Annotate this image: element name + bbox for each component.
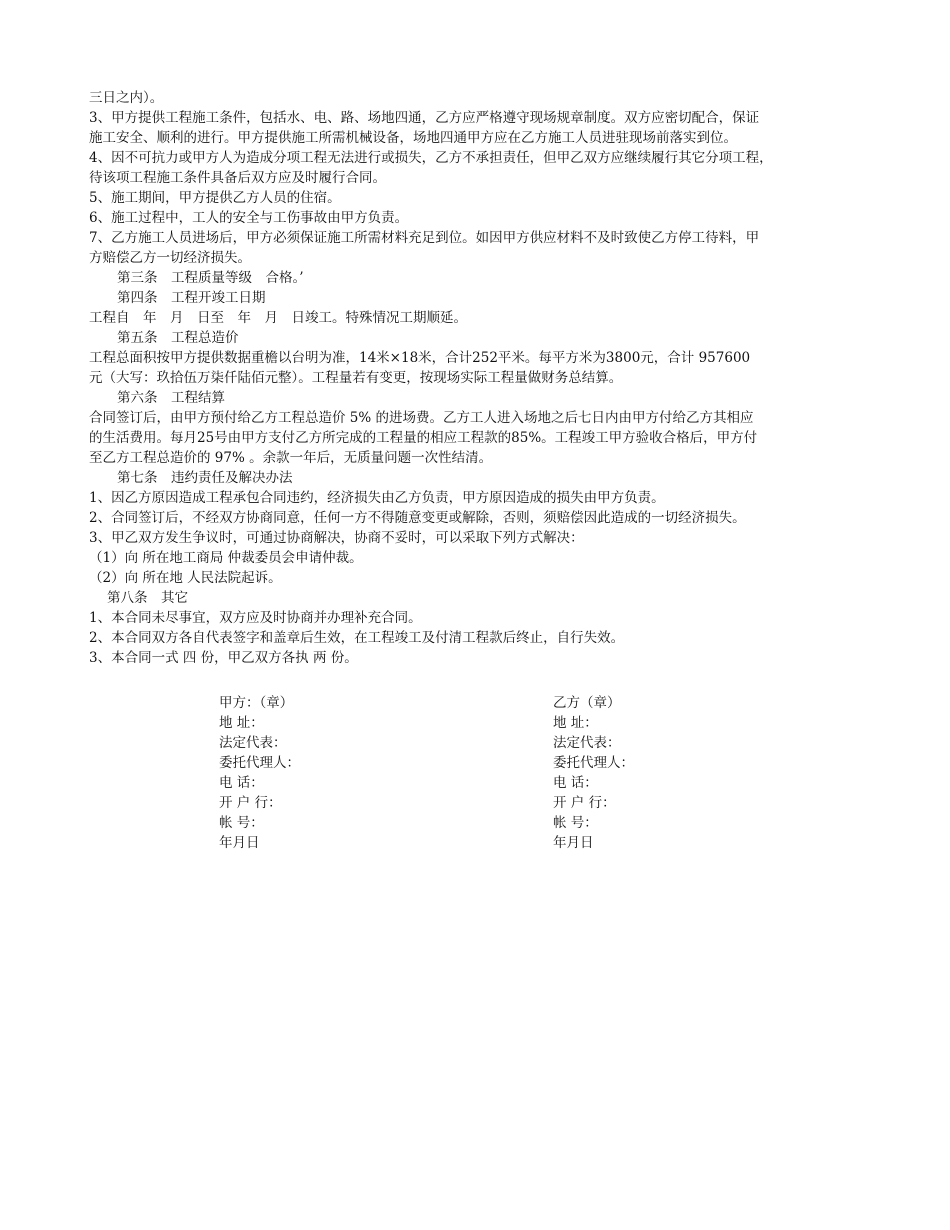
section-heading-3: 第三条 工程质量等级 合格。’ xyxy=(117,270,304,286)
text-line: 元（大写：玖拾伍万柒仟陆佰元整）。工程量若有变更，按现场实际工程量做财务总结算。 xyxy=(89,370,623,386)
section-heading-6: 第六条 工程结算 xyxy=(117,390,225,406)
party-a-date-label: 年月日 xyxy=(219,835,260,851)
party-a-address-label: 地 址： xyxy=(219,715,264,731)
section-heading-8: 第八条 其它 xyxy=(107,590,188,606)
party-b-seal-label: 乙方（章） xyxy=(553,695,621,711)
party-b-date-label: 年月日 xyxy=(553,835,594,851)
text-line: 三日之内）。 xyxy=(89,90,164,106)
text-line: 施工安全、顺利的进行。甲方提供施工所需机械设备，场地四通甲方应在乙方施工人员进驻现场前落实到位。 xyxy=(89,130,737,146)
party-a-legal-rep-label: 法定代表： xyxy=(219,735,287,751)
contract-body xyxy=(89,88,864,668)
text-line: （1）向 所在地工商局 仲裁委员会申请仲裁。 xyxy=(89,550,363,566)
section-heading-4: 第四条 工程开竣工日期 xyxy=(117,290,266,306)
party-a-agent-label: 委托代理人： xyxy=(219,755,300,771)
party-a-phone-label: 电 话： xyxy=(219,775,264,791)
section-heading-5: 第五条 工程总造价 xyxy=(117,330,239,346)
text-line: 1、本合同未尽事宜，双方应及时协商并办理补充合同。 xyxy=(89,610,422,626)
text-line: 工程总面积按甲方提供数据重檐以台明为准，14米×18米，合计252平米。每平方米为3800元，合计 957600 xyxy=(89,350,751,366)
text-line: 方赔偿乙方一切经济损失。 xyxy=(89,250,251,266)
text-line: 至乙方工程总造价的 97% 。余款一年后，无质量问题一次性结清。 xyxy=(89,450,493,466)
party-a-bank-label: 开 户 行： xyxy=(219,795,282,811)
party-b-bank-label: 开 户 行： xyxy=(553,795,616,811)
text-line: 5、施工期间，甲方提供乙方人员的住宿。 xyxy=(89,190,341,206)
text-line: 1、因乙方原因造成工程承包合同违约，经济损失由乙方负责，甲方原因造成的损失由甲方负责。 xyxy=(89,490,665,506)
text-line: 3、甲乙双方发生争议时，可通过协商解决，协商不妥时，可以采取下列方式解决： xyxy=(89,530,584,546)
text-line: 3、甲方提供工程施工条件，包括水、电、路、场地四通，乙方应严格遵守现场规章制度。双方应密切配合，保证 xyxy=(89,110,760,126)
text-line: 的生活费用。每月25号由甲方支付乙方所完成的工程量的相应工程款的85%。工程竣工甲方验收合格后，甲方付 xyxy=(89,430,758,446)
text-line: 4、因不可抗力或甲方人为造成分项工程无法进行或损失，乙方不承担责任，但甲乙双方应继续履行其它分项工程， xyxy=(89,150,773,166)
party-a-seal-label: 甲方：（章） xyxy=(219,695,294,711)
text-line: 7、乙方施工人员进场后，甲方必须保证施工所需材料充足到位。如因甲方供应材料不及时致使乙方停工待料，甲 xyxy=(89,230,760,246)
party-b-account-label: 帐 号： xyxy=(553,815,598,831)
text-line: 3、本合同一式 四 份，甲乙双方各执 两 份。 xyxy=(89,650,358,666)
party-b-address-label: 地 址： xyxy=(553,715,598,731)
text-line: 6、施工过程中，工人的安全与工伤事故由甲方负责。 xyxy=(89,210,409,226)
party-b-agent-label: 委托代理人： xyxy=(553,755,634,771)
text-line: （2）向 所在地 人民法院起诉。 xyxy=(89,570,282,586)
party-a-signature-block xyxy=(219,693,469,853)
text-line: 待该项工程施工条件具备后双方应及时履行合同。 xyxy=(89,170,386,186)
party-b-signature-block xyxy=(553,693,803,853)
party-b-legal-rep-label: 法定代表： xyxy=(553,735,621,751)
section-heading-7: 第七条 违约责任及解决办法 xyxy=(117,470,293,486)
party-b-phone-label: 电 话： xyxy=(553,775,598,791)
text-line: 2、本合同双方各自代表签字和盖章后生效，在工程竣工及付清工程款后终止，自行失效。 xyxy=(89,630,625,646)
text-line: 2、合同签订后，不经双方协商同意，任何一方不得随意变更或解除，否则，须赔偿因此造成的一切经济损失。 xyxy=(89,510,746,526)
text-line: 合同签订后，由甲方预付给乙方工程总造价 5% 的进场费。乙方工人进入场地之后七日内由甲方付给乙方其相应 xyxy=(89,410,754,426)
party-a-account-label: 帐 号： xyxy=(219,815,264,831)
text-line: 工程自 年 月 日至 年 月 日竣工。特殊情况工期顺延。 xyxy=(89,310,467,326)
